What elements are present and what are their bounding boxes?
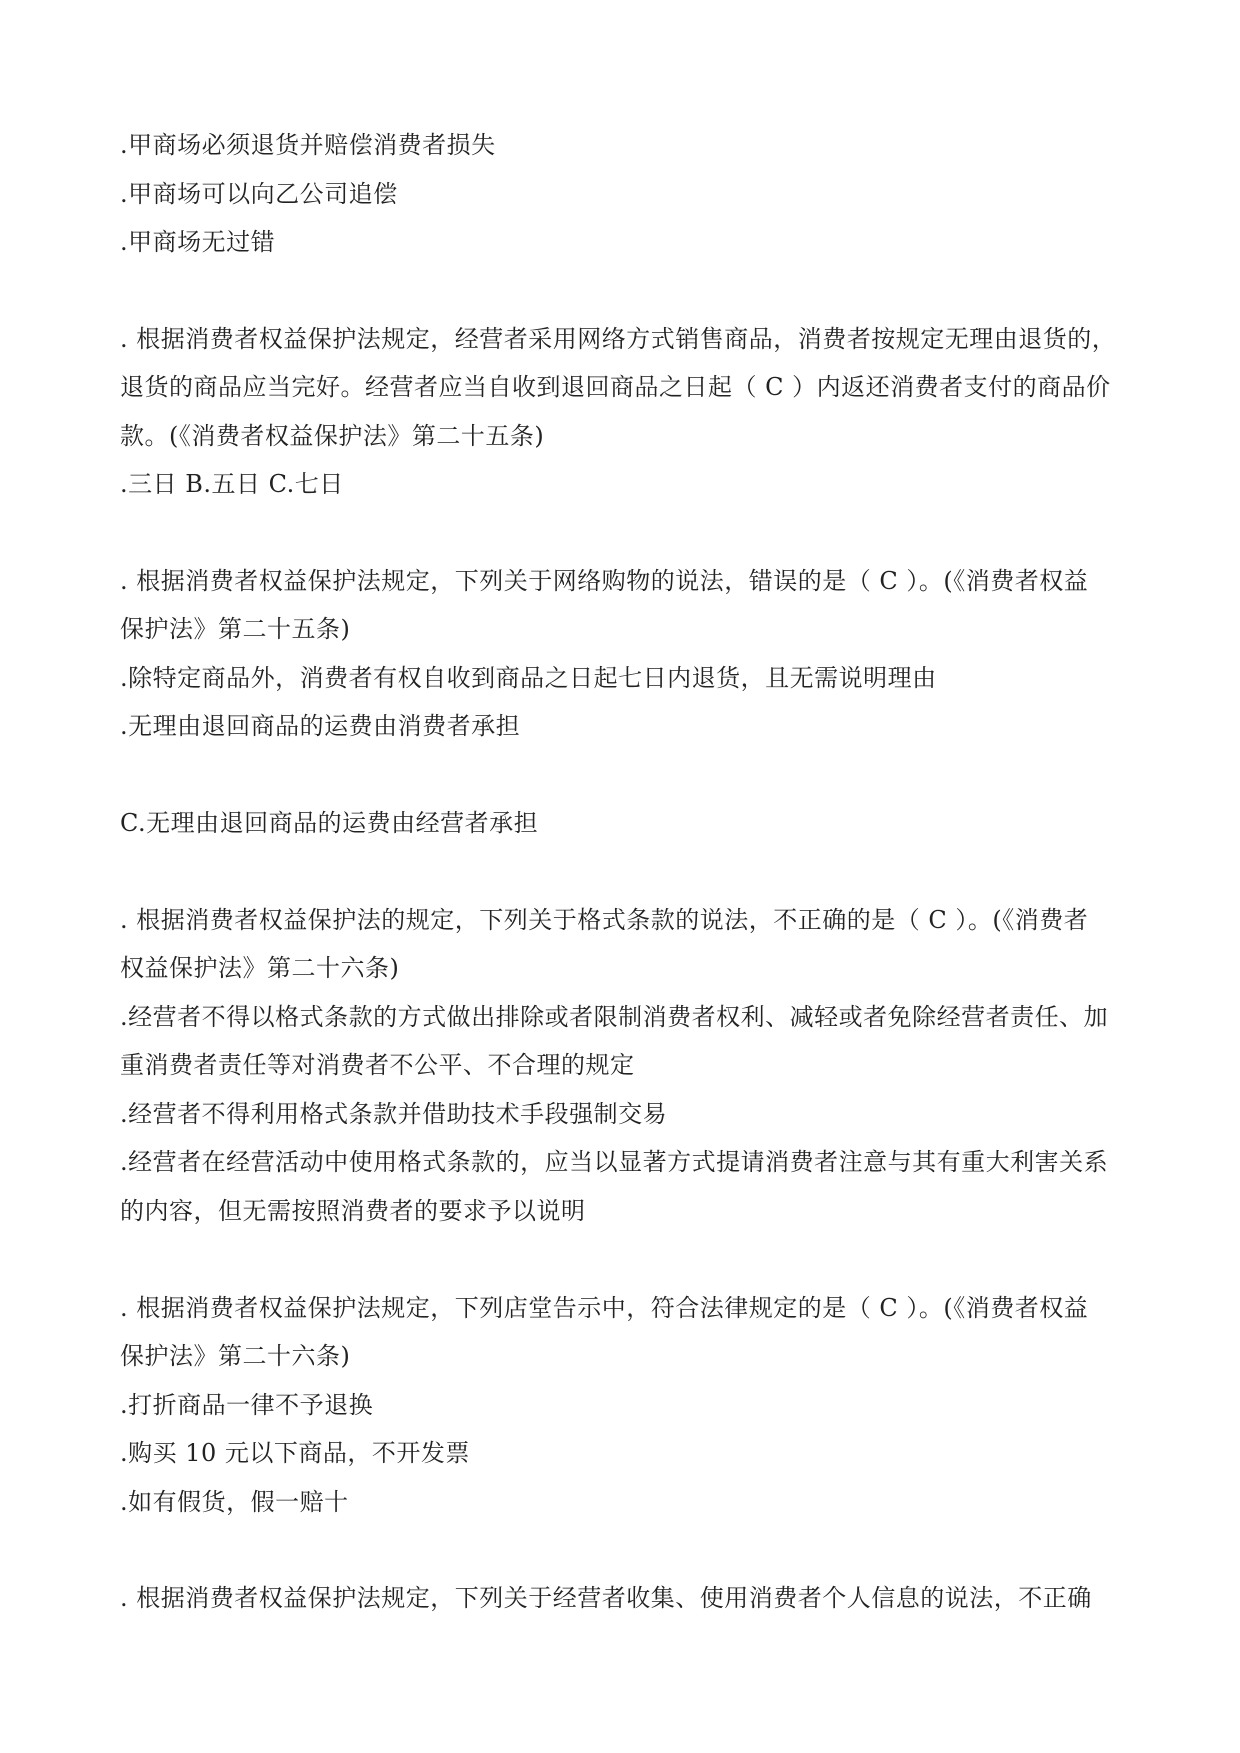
- text-line: 退货的商品应当完好。经营者应当自收到退回商品之日起（ C ）内返还消费者支付的商品价: [120, 373, 1111, 401]
- text-line: .除特定商品外，消费者有权自收到商品之日起七日内退货，且无需说明理由: [120, 664, 937, 692]
- text-line: .甲商场无过错: [120, 228, 276, 256]
- text-line: .甲商场可以向乙公司追偿: [120, 180, 398, 208]
- text-line: 权益保护法》第二十六条): [120, 954, 400, 982]
- text-line: .打折商品一律不予退换: [120, 1391, 374, 1419]
- text-line: C.无理由退回商品的运费由经营者承担: [120, 809, 539, 837]
- text-line: 款。(《消费者权益保护法》第二十五条): [120, 422, 545, 450]
- text-line: .经营者不得以格式条款的方式做出排除或者限制消费者权利、减轻或者免除经营者责任、加: [120, 1003, 1109, 1031]
- text-line: .如有假货，假一赔十: [120, 1488, 349, 1516]
- text-line: 保护法》第二十六条): [120, 1342, 351, 1370]
- text-line: .购买 10 元以下商品，不开发票: [120, 1439, 470, 1467]
- text-line: . 根据消费者权益保护法规定，下列关于经营者收集、使用消费者个人信息的说法，不正确: [120, 1584, 1092, 1612]
- text-line: . 根据消费者权益保护法规定，下列关于网络购物的说法，错误的是（ C ）。(《消费者权益: [120, 567, 1089, 595]
- text-line: . 根据消费者权益保护法的规定，下列关于格式条款的说法，不正确的是（ C ）。(《消费者: [120, 906, 1089, 934]
- text-line: .甲商场必须退货并赔偿消费者损失: [120, 131, 496, 159]
- text-line: .经营者不得利用格式条款并借助技术手段强制交易: [120, 1100, 668, 1128]
- text-line: . 根据消费者权益保护法规定，经营者采用网络方式销售商品，消费者按规定无理由退货的，: [120, 325, 1117, 353]
- text-line: 的内容，但无需按照消费者的要求予以说明: [120, 1197, 586, 1225]
- text-line: .经营者在经营活动中使用格式条款的，应当以显著方式提请消费者注意与其有重大利害关系: [120, 1148, 1109, 1176]
- text-line: .三日 B.五日 C.七日: [120, 470, 344, 498]
- text-line: . 根据消费者权益保护法规定，下列店堂告示中，符合法律规定的是（ C ）。(《消费者权益: [120, 1294, 1089, 1322]
- text-line: 保护法》第二十五条): [120, 615, 351, 643]
- text-line: .无理由退回商品的运费由消费者承担: [120, 712, 521, 740]
- text-line: 重消费者责任等对消费者不公平、不合理的规定: [120, 1051, 635, 1079]
